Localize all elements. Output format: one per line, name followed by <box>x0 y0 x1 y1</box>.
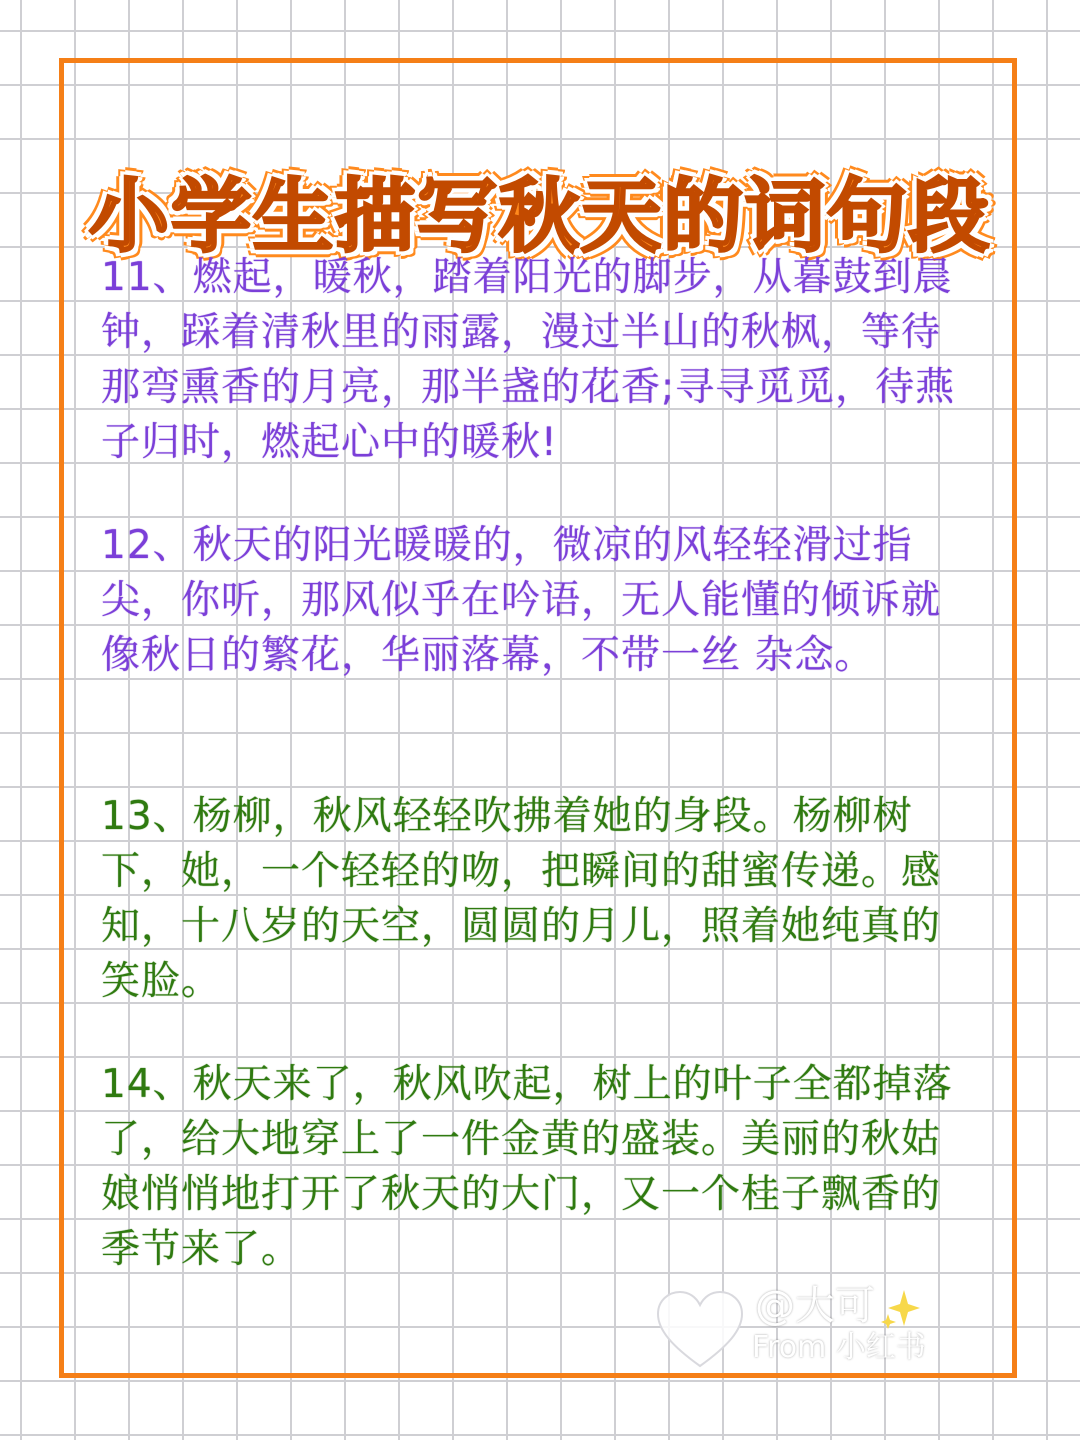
paragraph-14: 14、秋天来了，秋风吹起，树上的叶子全都掉落了，给大地穿上了一件金黄的盛装。美丽的秋姑娘悄悄地打开了秋天的大门，又一个桂子飘香的季节来了。 <box>101 1062 953 1272</box>
paragraph-13: 13、杨柳，秋风轻轻吹拂着她的身段。杨柳树下，她，一个轻轻的吻，把瞬间的甜蜜传递。感知，十八岁的天空，圆圆的月儿，照着她纯真的笑脸。 <box>101 794 942 1004</box>
paragraph-11: 11、燃起，暖秋，踏着阳光的脚步，从暮鼓到晨钟，踩着清秋里的雨露，漫过半山的秋枫，等待那弯熏香的月亮，那半盏的花香;寻寻觅觅，待燕子归时，燃起心中的暖秋! <box>101 255 956 465</box>
sparkle-icon <box>880 1288 922 1330</box>
heart-icon <box>652 1286 748 1376</box>
page-title: 小学生描写秋天的词句段 <box>89 169 991 263</box>
paragraph-12: 12、秋天的阳光暖暖的，微凉的风轻轻滑过指尖，你听，那风似乎在吟语，无人能懂的倾诉就像秋日的繁花，华丽落幕，不带一丝 杂念。 <box>101 523 942 678</box>
watermark-source: From 小红书 <box>752 1330 926 1365</box>
watermark-handle: @大可 <box>755 1283 875 1329</box>
